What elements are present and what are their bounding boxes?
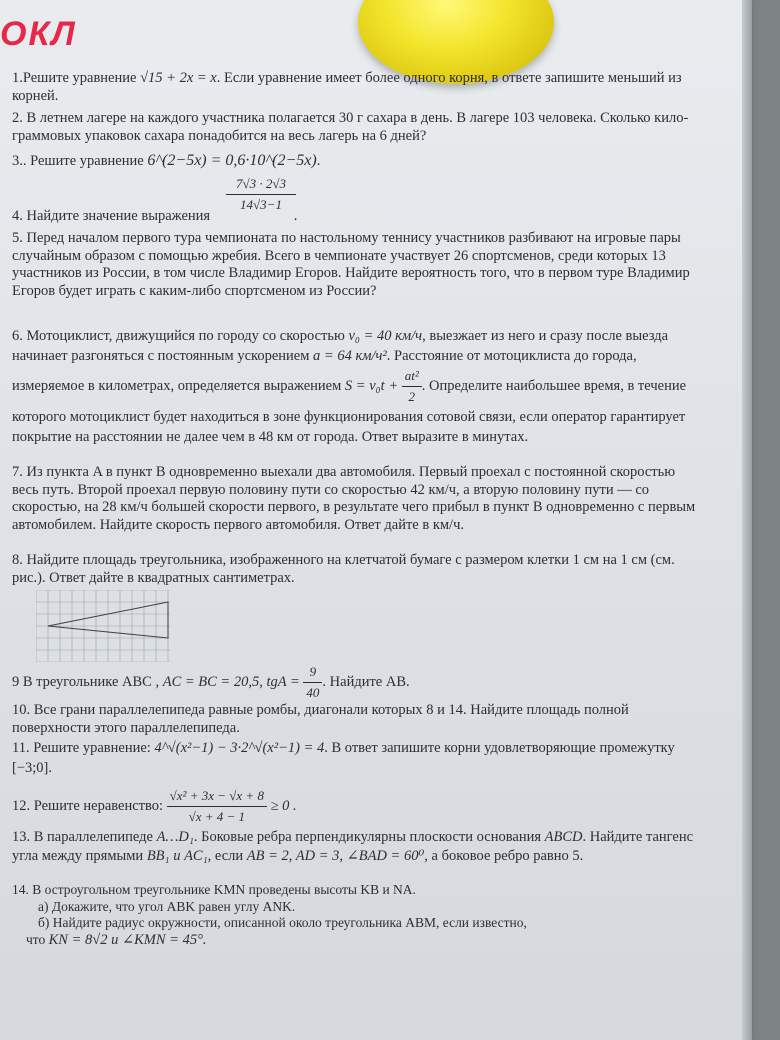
task-7 bbox=[12, 464, 702, 534]
task-13-parallelepiped: A…D₁ bbox=[156, 829, 194, 845]
task-13-mid3: , если bbox=[207, 847, 244, 864]
task-6-accel: a = 64 км/ч² bbox=[313, 348, 387, 364]
task-4 bbox=[12, 208, 702, 226]
task-1-lead: 1.Решите уравнение bbox=[12, 70, 137, 86]
task-6-v0: v₀ = 40 км/ч bbox=[348, 328, 423, 344]
task-3-lead: 3.. Решите уравнение bbox=[12, 153, 144, 169]
task-14 bbox=[12, 882, 702, 948]
task-13-text: , а боковое ребро равно 5. bbox=[424, 847, 584, 864]
task-1-text: . Если уравнение имеет более одного корня, в ответе запишите меньший из корней. bbox=[12, 70, 682, 104]
handwritten-mark: ОКЛ bbox=[0, 15, 77, 53]
task-12-fraction-den: √x + 4 − 1 bbox=[188, 809, 246, 824]
task-12 bbox=[12, 786, 702, 827]
task-6-text: . Определите наибольшее время, в течение которого мотоциклист будет находиться в зоне функционирования сотовой связи, если оператор гарантирует покрытие на расстоянии не далее чем в 48 км от города. Ответ выразите в минутах. bbox=[12, 377, 687, 445]
task-2 bbox=[12, 110, 702, 145]
task-8-text: 8. Найдите площадь треугольника, изображенного на клетчатой бумаге с размером клетки 1 см на 1 см (см. рис.). Ответ дайте в квадратных сантиметрах. bbox=[12, 552, 675, 586]
task-6-mid2: . Расстояние от мотоциклиста до города, измеряемое в километрах, определяется выражением bbox=[12, 348, 637, 394]
task-9-fraction bbox=[303, 662, 322, 703]
task-4-end: . bbox=[293, 208, 298, 224]
task-14-cond-lead: что bbox=[26, 931, 46, 947]
task-13-mid1: . Боковые ребра перпендикулярны плоскости основания bbox=[193, 829, 542, 845]
task-5-text: 5. Перед началом первого тура чемпионата по настольному теннису участников разбивают на игровые пары случайным образом с помощью жребия. Всего в чемпионате участвует 26 спортсменов, среди которых 13 участников из России, в том числе Владимир Егоров. Найдите вероятность того, что в первом туре Владимир Егоров будет играть с каким-либо спортсменом из России? bbox=[12, 230, 690, 299]
task-13-base: ABCD bbox=[544, 829, 583, 845]
task-1-formula: √15 + 2x = x bbox=[140, 70, 217, 86]
task-6-fraction-num: at² bbox=[402, 366, 422, 387]
task-3-formula: 6^(2−5x) = 0,6·10^(2−5x) bbox=[147, 152, 317, 169]
task-6-fraction-den: 2 bbox=[408, 389, 415, 404]
task-13 bbox=[12, 828, 702, 865]
task-6-s-formula: S = v₀t + bbox=[344, 377, 399, 394]
task-12-relation: ≥ 0 . bbox=[270, 797, 297, 814]
task-8 bbox=[12, 552, 702, 587]
task-6 bbox=[12, 326, 702, 447]
paper-edge bbox=[742, 0, 752, 1040]
task-4-lead: 4. Найдите значение выражения bbox=[12, 208, 211, 224]
task-6-mid1: , выезжает из него и сразу после выезда начинает разгоняться с постоянным ускорением bbox=[12, 328, 669, 364]
task-9-fraction-den: 40 bbox=[306, 685, 320, 700]
task-14-condition: KN = 8√2 и ∠KMN = 45°. bbox=[48, 931, 207, 948]
grid-triangle-figure bbox=[36, 590, 170, 662]
task-14-part-b: б) Найдите радиус окружности, описанной около треугольника ABM, если известно, bbox=[38, 915, 527, 930]
task-12-fraction bbox=[167, 786, 267, 827]
task-5 bbox=[12, 230, 702, 300]
task-1 bbox=[12, 70, 702, 105]
task-13-condition: AB = 2, AD = 3, ∠BAD = 60⁰ bbox=[246, 847, 425, 864]
task-9-fraction-num: 9 bbox=[303, 662, 322, 683]
task-3-end: . bbox=[316, 153, 321, 169]
task-11-text: . В ответ запишите корни удовлетворяющие промежутку bbox=[324, 740, 675, 756]
task-11 bbox=[12, 738, 702, 778]
task-9-text: . Найдите AB. bbox=[322, 673, 410, 690]
task-13-lines: BB₁ и AC₁ bbox=[146, 847, 208, 864]
task-9-condition: AC = BC = 20,5, bbox=[162, 673, 263, 690]
task-11-end: . bbox=[48, 760, 52, 776]
task-12-lead: 12. Решите неравенство: bbox=[12, 797, 164, 814]
task-12-fraction-num: √x² + 3x − √x + 8 bbox=[167, 786, 267, 807]
task-10 bbox=[12, 702, 702, 737]
task-4-denominator: 14√3−1 bbox=[240, 197, 282, 212]
task-14-part-a: а) Докажите, что угол ABK равен углу ANK. bbox=[38, 898, 296, 914]
task-13-lead: 13. В параллелепипеде bbox=[12, 829, 153, 845]
task-9 bbox=[12, 662, 702, 703]
task-3 bbox=[12, 152, 702, 171]
task-10-text: 10. Все грани параллелепипеда равные ромбы, диагонали которых 8 и 14. Найдите площадь полной поверхности этого параллелепипеда. bbox=[12, 702, 629, 736]
task-11-interval: [−3;0] bbox=[12, 760, 49, 776]
task-14-part-b-condition-line bbox=[26, 932, 702, 949]
task-4-numerator: 7√3 · 2√3 bbox=[226, 176, 296, 195]
task-11-formula: 4^√(x²−1) − 3·2^√(x²−1) = 4 bbox=[154, 740, 325, 756]
task-14-lead: 14. В остроугольном треугольнике KMN проведены высоты KB и NA. bbox=[12, 882, 416, 897]
task-6-lead: 6. Мотоциклист, движущийся по городу со скоростью bbox=[12, 328, 345, 344]
task-9-tg: tgA = bbox=[266, 673, 300, 690]
task-6-fraction bbox=[402, 366, 422, 407]
task-9-lead: 9 В треугольнике ABC , bbox=[12, 673, 160, 690]
task-11-lead: 11. Решите уравнение: bbox=[12, 740, 151, 756]
task-13-mid2: . Найдите тангенс угла между прямыми bbox=[12, 829, 694, 864]
task-2-text: 2. В летнем лагере на каждого участника полагается 30 г сахара в день. В лагере 103 человека. Сколько кило-граммовых упаковок сахара понадобится на весь лагерь на 6 дней? bbox=[12, 110, 689, 144]
task-7-text: 7. Из пункта A в пункт B одновременно выехали два автомобиля. Первый проехал с постоянной скоростью весь путь. Второй проехал первую половину пути со скоростью 42 км/ч, а вторую половину пути — со скоростью, на 28 км/ч большей скорости первого, в результате чего прибыл в пункт B одновременно с первым автомобилем. Найдите скорость первого автомобиля. Ответ дайте в км/ч. bbox=[12, 464, 696, 533]
